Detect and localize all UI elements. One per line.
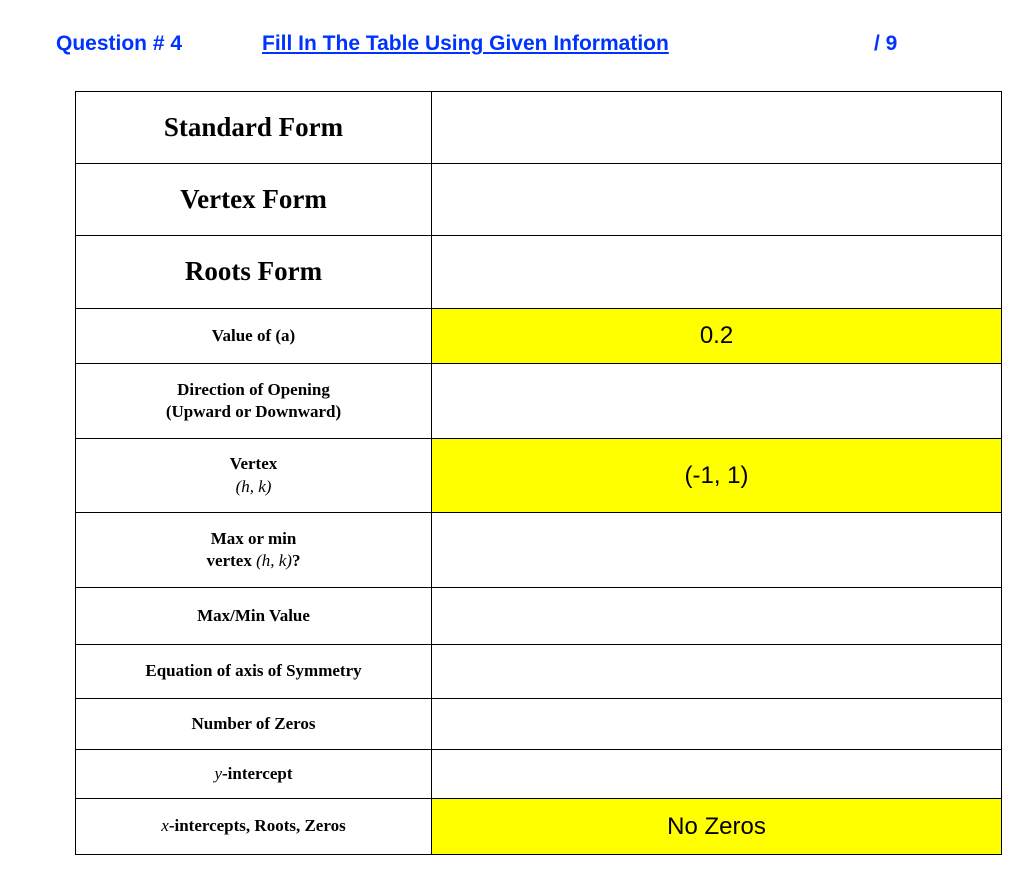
direction-label-line1: Direction of Opening xyxy=(177,379,330,399)
vertex-label-line1: Vertex xyxy=(229,454,278,474)
table-row xyxy=(76,513,1002,588)
row-label-standard-form: Standard Form xyxy=(76,92,432,164)
table-row xyxy=(76,164,1002,236)
question-header xyxy=(56,32,956,62)
maxmin-label-line2 xyxy=(76,550,431,572)
question-title: Fill In The Table Using Given Information xyxy=(262,32,669,55)
table-row xyxy=(76,364,1002,439)
row-value-value-of-a[interactable]: 0.2 xyxy=(432,309,1002,364)
table-row xyxy=(76,588,1002,645)
table-row xyxy=(76,799,1002,855)
row-label-vertex-form: Vertex Form xyxy=(76,164,432,236)
row-value-number-of-zeros[interactable] xyxy=(432,699,1002,750)
y-intercept-text: -intercept xyxy=(222,763,293,783)
row-label-direction-of-opening xyxy=(76,364,432,439)
row-label-value-of-a: Value of (a) xyxy=(76,309,432,364)
row-value-max-min-value[interactable] xyxy=(432,588,1002,645)
table-row xyxy=(76,92,1002,164)
x-intercepts-text: -intercepts, Roots, Zeros xyxy=(168,816,346,836)
row-label-max-min-value: Max/Min Value xyxy=(76,588,432,645)
table-row xyxy=(76,645,1002,699)
direction-label-line2: (Upward or Downward) xyxy=(165,402,342,421)
row-value-vertex-form[interactable] xyxy=(432,164,1002,236)
row-value-y-intercept[interactable] xyxy=(432,750,1002,799)
row-label-roots-form: Roots Form xyxy=(76,236,432,309)
row-value-standard-form[interactable] xyxy=(432,92,1002,164)
maxmin-label-hk: (h, k) xyxy=(256,551,292,570)
vertex-label-line2: (h, k) xyxy=(235,476,272,496)
row-value-axis-of-symmetry[interactable] xyxy=(432,645,1002,699)
quadratic-info-table xyxy=(75,91,1002,855)
question-score: / 9 xyxy=(874,32,898,55)
table-row xyxy=(76,750,1002,799)
table-row xyxy=(76,699,1002,750)
row-label-vertex xyxy=(76,439,432,513)
row-value-direction-of-opening[interactable] xyxy=(432,364,1002,439)
x-var: x xyxy=(161,816,169,836)
row-label-y-intercept xyxy=(76,750,432,799)
row-value-vertex[interactable]: (-1, 1) xyxy=(432,439,1002,513)
row-label-number-of-zeros: Number of Zeros xyxy=(76,699,432,750)
row-value-roots-form[interactable] xyxy=(432,236,1002,309)
maxmin-label-vertex: vertex xyxy=(206,551,252,570)
table-row xyxy=(76,309,1002,364)
maxmin-label-question: ? xyxy=(291,551,301,570)
row-label-max-or-min xyxy=(76,513,432,588)
row-label-x-intercepts xyxy=(76,799,432,855)
row-value-x-intercepts[interactable]: No Zeros xyxy=(432,799,1002,855)
y-var: y xyxy=(214,763,223,783)
row-value-max-or-min[interactable] xyxy=(432,513,1002,588)
table-row xyxy=(76,439,1002,513)
question-number: Question # 4 xyxy=(56,32,183,55)
table-row xyxy=(76,236,1002,309)
row-label-axis-of-symmetry: Equation of axis of Symmetry xyxy=(76,645,432,699)
maxmin-label-line1: Max or min xyxy=(210,528,297,548)
